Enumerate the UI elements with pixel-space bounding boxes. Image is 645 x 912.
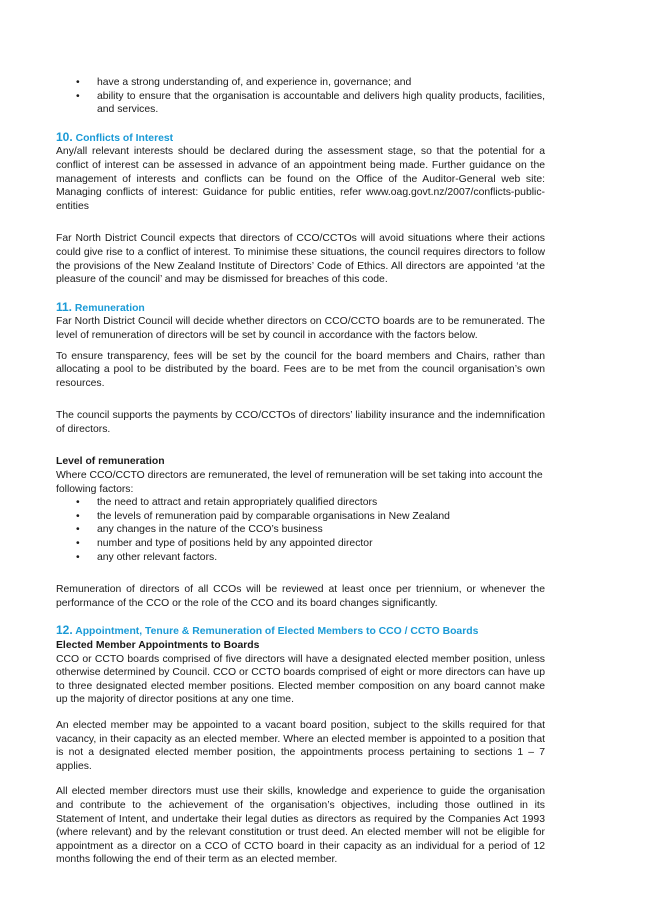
paragraph: Where CCO/CCTO directors are remunerated, the level of remuneration will be set taking into account the following factors: bbox=[56, 470, 543, 495]
section-number: 12. bbox=[56, 623, 73, 638]
list-item: • have a strong understanding of, and experience in, governance; and bbox=[56, 76, 545, 90]
section-number: 10. bbox=[56, 129, 73, 144]
elected-member-appointments-heading: Elected Member Appointments to Boards bbox=[56, 640, 260, 651]
paragraph: Far North District Council will decide whether directors on CCO/CCTO boards are to be remunerated. The level of remuneration of directors will be set by council in accordance with the factors below. bbox=[56, 316, 545, 341]
level-of-remuneration-heading: Level of remuneration bbox=[56, 456, 165, 468]
section-title: Conflicts of Interest bbox=[75, 132, 174, 144]
paragraph: An elected member may be appointed to a vacant board position, subject to the skills required for that vacancy, in their capacity as an elected member. Where an elected member is appointed to a position that is not a designated elected member position, the appointments process pertaining to sections 1 – 7 applies. bbox=[56, 719, 545, 772]
list-item: • ability to ensure that the organisation is accountable and delivers high quality products, facilities, and services. bbox=[56, 90, 545, 117]
paragraph: Far North District Council expects that directors of CCO/CCTOs will avoid situations where their actions could give rise to a conflict of interest. To minimise these situations, the council requires directors to follow the provisions of the New Zealand Institute of Directors’ Code of Ethics. All directors are appointed ‘at the pleasure of the council’ and may be dismissed for breaches of this code. bbox=[56, 233, 545, 286]
section-11-heading bbox=[56, 301, 545, 316]
paragraph: CCO or CCTO boards comprised of five directors will have a designated elected member position, unless otherwise determined by Council. CCO or CCTO boards comprised of eight or more directors can have up to three designated elected member positions. Elected member composition on any board cannot make up the majority of director positions at any one time. bbox=[56, 653, 545, 706]
paragraph: To ensure transparency, fees will be set by the council for the board members and Chairs, rather than allocating a pool to be distributed by the board. Fees are to be met from the council organisation’s own resources. bbox=[56, 350, 545, 389]
section-10-heading bbox=[56, 131, 545, 146]
list-item: • any changes in the nature of the CCO’s business bbox=[56, 523, 545, 537]
section-number: 11. bbox=[56, 299, 73, 314]
section-12-heading bbox=[56, 624, 545, 639]
section-title: Remuneration bbox=[74, 302, 145, 314]
list-item: • number and type of positions held by any appointed director bbox=[56, 537, 545, 551]
intro-bullet-list bbox=[56, 76, 545, 117]
section-title: Appointment, Tenure & Remuneration of Elected Members to CCO / CCTO Boards bbox=[75, 626, 479, 638]
paragraph: Remuneration of directors of all CCOs will be reviewed at least once per triennium, or whenever the performance of the CCO or the role of the CCO and its board changes significantly. bbox=[56, 584, 545, 609]
factors-list bbox=[56, 496, 545, 564]
list-item: • the need to attract and retain appropriately qualified directors bbox=[56, 496, 545, 510]
paragraph: The council supports the payments by CCO/CCTOs of directors’ liability insurance and the indemnification of directors. bbox=[56, 410, 545, 435]
list-item: • any other relevant factors. bbox=[56, 551, 545, 565]
document-page bbox=[56, 76, 545, 867]
paragraph: All elected member directors must use their skills, knowledge and experience to guide the organisation and contribute to the achievement of the organisation’s objectives, including those outlined in its Statement of Intent, and undertake their legal duties as directors as required by the Companies Act 1993 (where relevant) and by the relevant constitution or trust deed. An elected member will not be eligible for appointment as a director on a CCO of CCTO board in their capacity as an individual for a period of 12 months following the end of their term as an elected member. bbox=[56, 786, 545, 866]
list-item: • the levels of remuneration paid by comparable organisations in New Zealand bbox=[56, 510, 545, 524]
paragraph: Any/all relevant interests should be declared during the assessment stage, so that the potential for a conflict of interest can be assessed in advance of an appointment being made. Further guidance on the management of interests and conflicts can be found on the Office of the Auditor-General web site: Managing conflicts of interest: Guidance for public entities, refer www.oag.govt.nz/2007/conflicts-public-entities bbox=[56, 146, 545, 212]
